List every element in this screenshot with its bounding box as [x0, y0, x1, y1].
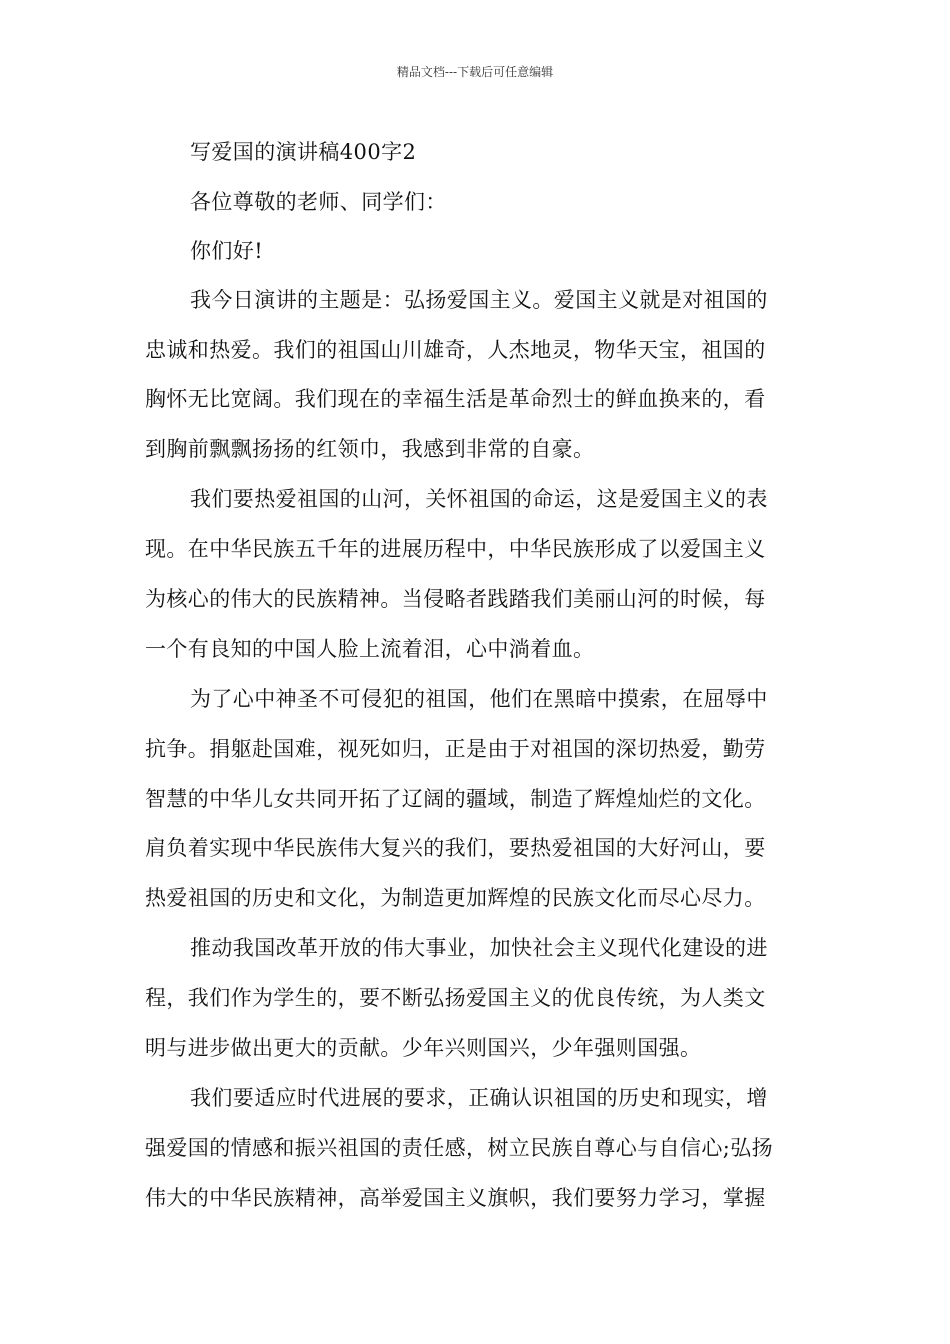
- paragraph-2-line-4: 一个有良知的中国人脸上流着泪，心中淌着血。: [145, 637, 595, 661]
- paragraph-5-line-1: 我们要适应时代进展的要求，正确认识祖国的历史和现实，增: [190, 1086, 768, 1110]
- paragraph-1-line-1: 我今日演讲的主题是：弘扬爱国主义。爱国主义就是对祖国的: [190, 288, 768, 312]
- paragraph-4-line-1: 推动我国改革开放的伟大事业，加快社会主义现代化建设的进: [190, 936, 768, 960]
- paragraph-3-line-1: 为了心中神圣不可侵犯的祖国，他们在黑暗中摸索，在屈辱中: [190, 687, 768, 711]
- paragraph-2-line-3: 为核心的伟大的民族精神。当侵略者践踏我们美丽山河的时候，每: [145, 587, 766, 611]
- paragraph-3-line-3: 智慧的中华儿女共同开拓了辽阔的疆域，制造了辉煌灿烂的文化。: [145, 787, 766, 811]
- paragraph-3-line-2: 抗争。捐躯赴国难，视死如归，正是由于对祖国的深切热爱，勤劳: [145, 737, 766, 761]
- paragraph-3-line-4: 肩负着实现中华民族伟大复兴的我们，要热爱祖国的大好河山，要: [145, 836, 766, 860]
- paragraph-1-line-2: 忠诚和热爱。我们的祖国山川雄奇，人杰地灵，物华天宝，祖国的: [145, 338, 766, 362]
- paragraph-5-line-2: 强爱国的情感和振兴祖国的责任感，树立民族自尊心与自信心;弘扬: [145, 1136, 774, 1160]
- paragraph-2-line-1: 我们要热爱祖国的山河，关怀祖国的命运，这是爱国主义的表: [190, 487, 768, 511]
- page-header: 精品文档---下载后可任意编辑: [396, 65, 554, 79]
- paragraph-5-line-3: 伟大的中华民族精神，高举爱国主义旗帜，我们要努力学习，掌握: [145, 1186, 766, 1210]
- document-title: 写爱国的演讲稿400字2: [190, 140, 417, 164]
- paragraph-3-line-5: 热爱祖国的历史和文化，为制造更加辉煌的民族文化而尽心尽力。: [145, 886, 766, 910]
- paragraph-4-line-2: 程，我们作为学生的，要不断弘扬爱国主义的优良传统，为人类文: [145, 986, 766, 1010]
- salutation: 各位尊敬的老师、同学们：: [190, 190, 447, 214]
- paragraph-1-line-4: 到胸前飘飘扬扬的红领巾，我感到非常的自豪。: [145, 437, 595, 461]
- paragraph-2-line-2: 现。在中华民族五千年的进展历程中，中华民族形成了以爱国主义: [145, 537, 766, 561]
- greeting: 你们好!: [190, 239, 264, 263]
- paragraph-1-line-3: 胸怀无比宽阔。我们现在的幸福生活是革命烈士的鲜血换来的，看: [145, 387, 766, 411]
- paragraph-4-line-3: 明与进步做出更大的贡献。少年兴则国兴，少年强则国强。: [145, 1036, 702, 1060]
